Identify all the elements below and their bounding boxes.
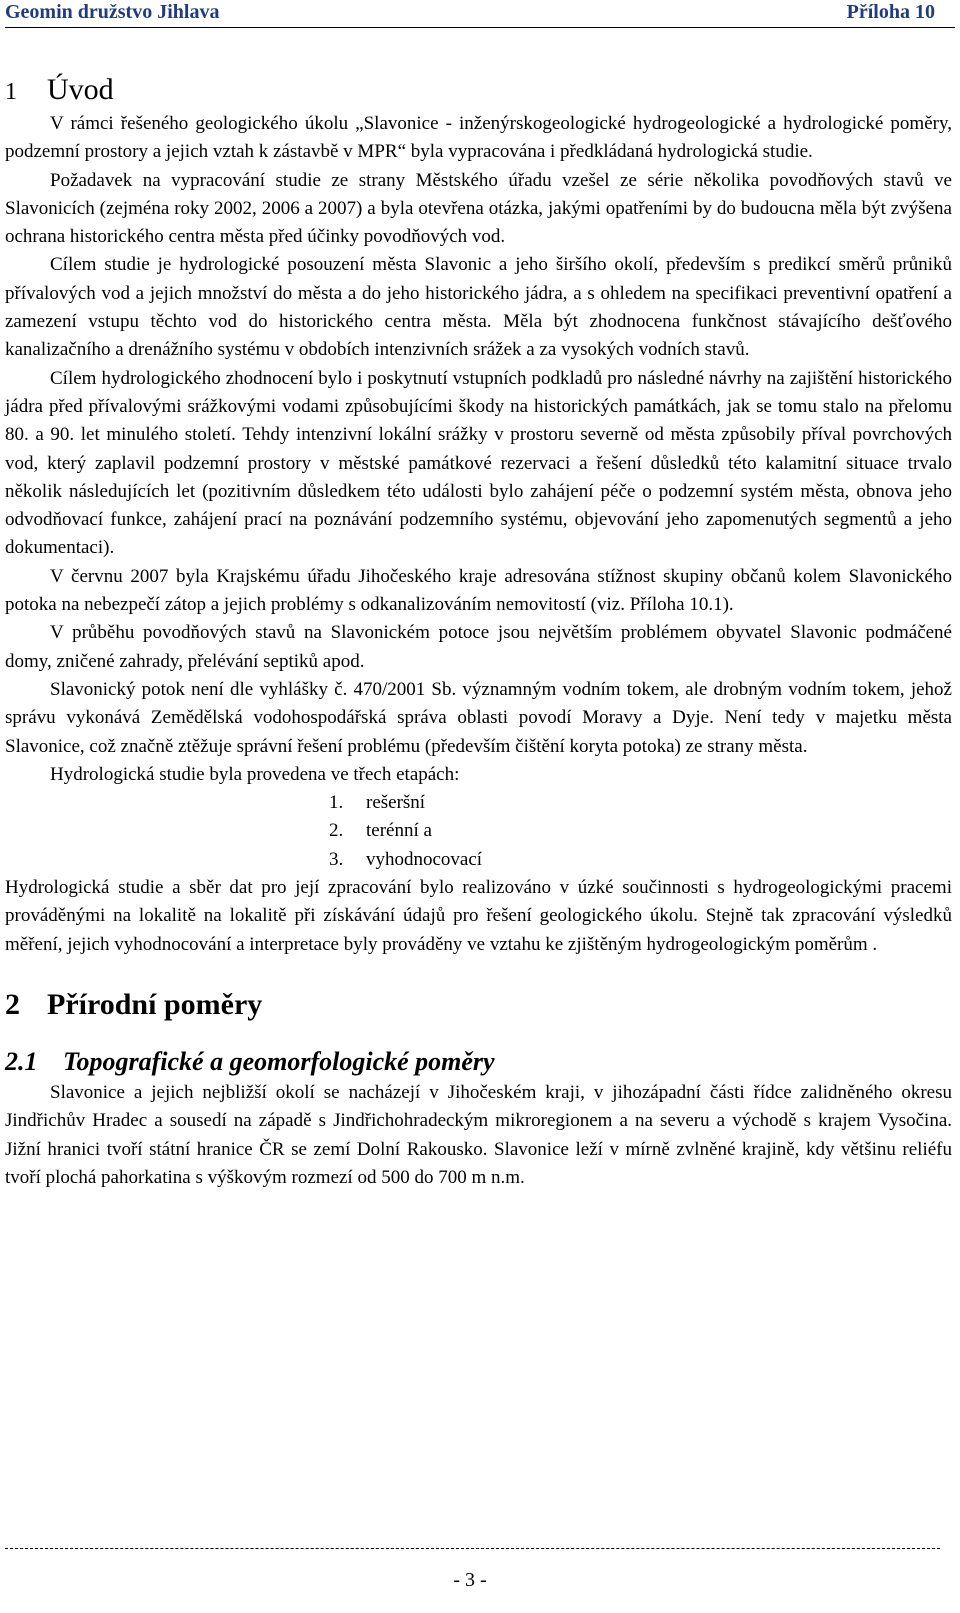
list-item-label: rešeršní <box>366 792 426 814</box>
header-organization: Geomin družstvo Jihlava <box>5 1 220 23</box>
section-2-1-number: 2.1 <box>5 1046 38 1076</box>
list-item <box>5 817 952 845</box>
section-1-title: Úvod <box>47 73 114 106</box>
section-1-number: 1 <box>5 79 17 105</box>
section-2-1-title: Topografické a geomorfologické poměry <box>63 1046 495 1076</box>
list-item-label: terénní a <box>366 820 432 842</box>
section-2-1-heading <box>5 1045 952 1079</box>
header-attachment-label: Příloha 10 <box>846 1 935 23</box>
footer-divider <box>5 1548 940 1549</box>
paragraph: V rámci řešeného geologického úkolu „Slavonice - inženýrskogeologické hydrogeologické a hydrologické poměry, podzemní prostory a jejich vztah k zástavbě v MPR“ byla vypracována i předkládaná hydrologická studie. <box>5 113 952 163</box>
list-item <box>5 846 952 874</box>
section-2-title: Přírodní poměry <box>47 987 263 1021</box>
page-header <box>5 0 955 28</box>
section-1-heading <box>5 70 952 110</box>
paragraph: Požadavek na vypracování studie ze strany Městského úřadu vzešel ze série několika povodňových stavů ve Slavonicích (zejména roky 2002, 2006 a 2007) a byla otevřena otázka, jakými opatřeními by do budoucna měla být zvýšena ochrana historického centra města před účinky povodňových vod. <box>5 169 952 248</box>
document-body <box>5 70 952 1192</box>
list-item-number: 1. <box>329 792 344 814</box>
section-2-number: 2 <box>5 987 20 1021</box>
paragraph: Cílem studie je hydrologické posouzení města Slavonic a jeho širšího okolí, především s predikcí směrů průniků přívalových vod a jejich množství do města a do jeho historického jádra, a s ohledem na specifikaci preventivní opatření a zamezení vstupu těchto vod do historického centra města. Měla být zhodnocena funkčnost stávajícího dešťového kanalizačního a drenážního systému v obdobích intenzivních srážek a za vysokých vodních stavů. <box>5 254 952 361</box>
list-item-label: vyhodnocovací <box>366 848 483 870</box>
study-stages-list <box>5 789 952 874</box>
paragraph: V průběhu povodňových stavů na Slavonickém potoce jsou největším problémem obyvatel Slavonic podmáčené domy, zničené zahrady, přelévání septiků apod. <box>5 622 952 672</box>
list-item-number: 2. <box>329 820 344 842</box>
list-item-number: 3. <box>329 848 344 870</box>
paragraph: Slavonice a jejich nejbližší okolí se nacházejí v Jihočeském kraji, v jihozápadní části řídce zalidněného okresu Jindřichův Hradec a sousedí na západě s Jindřichohradeckým mikroregionem a na severu a východě s krajem Vysočina. Jižní hranici tvoří státní hranice ČR se zemí Dolní Rakousko. Slavonice leží v mírně zvlněné krajině, kdy většinu reliéfu tvoří plochá pahorkatina s výškovým rozmezí od 500 do 700 m n.m. <box>5 1081 952 1188</box>
closing-paragraph: Hydrologická studie a sběr dat pro její zpracování bylo realizováno v úzké součinnosti s hydrogeologickými pracemi prováděnými na lokalitě na lokalitě při získávání údajů pro řešení geologického úkolu. Stejně tak zpracování výsledků měření, jejich vyhodnocování a interpretace byly prováděny ve vztahu ke zjištěným hydrogeologickým poměrům . <box>5 877 952 955</box>
paragraph: V červnu 2007 byla Krajskému úřadu Jihočeského kraje adresována stížnost skupiny občanů kolem Slavonického potoka na nebezpečí zátop a jejich problémy s odkanalizováním nemovitostí (viz. Příloha 10.1). <box>5 565 952 616</box>
list-item <box>5 789 952 817</box>
paragraph: Slavonický potok není dle vyhlášky č. 470/2001 Sb. významným vodním tokem, ale drobným vodním tokem, jehož správu vykonává Zemědělská vodohospodářská správa oblasti povodí Moravy a Dyje. Není tedy v majetku města Slavonice, což značně ztěžuje správní řešení problému (především čištění koryta potoka) ze strany města. <box>5 678 952 757</box>
page-number: - 3 - <box>453 1569 487 1591</box>
section-2-heading <box>5 985 952 1025</box>
paragraph: Hydrologická studie byla provedena ve třech etapách: <box>50 763 460 785</box>
paragraph: Cílem hydrologického zhodnocení bylo i poskytnutí vstupních podkladů pro následné návrhy na zajištění historického jádra před přívalovými srážkovými vodami způsobujícími škody na historických památkách, jak se tomu stalo na přelomu 80. a 90. let minulého století. Tehdy intenzivní lokální srážky v prostoru severně od města způsobily příval povrchových vod, který zaplavil podzemní prostory v městské památkové rezervaci a řešení důsledků této kalamitní situace trvalo několik následujících let (pozitivním důsledkem této události bylo zahájení péče o podzemní systém města, obnova jeho odvodňovací funkce, zahájení prací na poznávání podzemního systému, objevování jeho zapomenutých segmentů a jeho dokumentaci). <box>5 367 952 559</box>
